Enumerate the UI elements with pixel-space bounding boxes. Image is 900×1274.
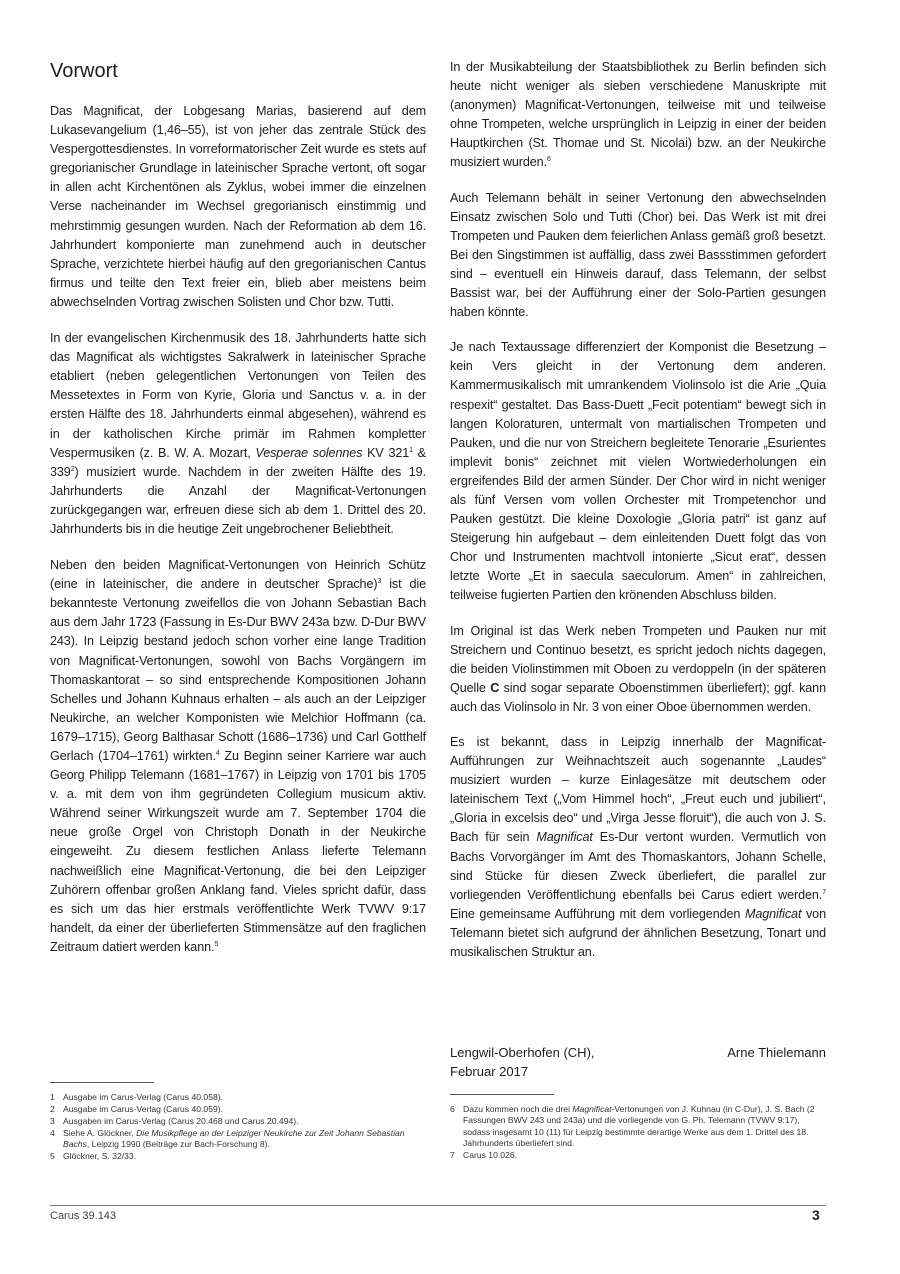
signature: [450, 1043, 826, 1081]
footnote-ref: 3: [377, 578, 382, 586]
footnotes-left: [50, 1092, 426, 1163]
page-number: 3: [812, 1207, 820, 1223]
footnote-divider: [450, 1094, 554, 1095]
paragraph-1: Das Magnificat, der Lobgesang Marias, basierend auf dem Lukasevangelium (1,46–55), ist von jeher das zentrale Stück des Vespergottesdienstes. In vorreformatorischer Zeit wurde es stets auf gregorianischer Grundlage in lateinischer Sprache vertont, oft sogar in allen acht Kirchentönen als Zyklus, wobei immer die einzelnen Verse nacheinander im Wechsel gregorianisch einstimmig und mehrstimmig gesungen wurden. Nach der Reformation ab dem 16. Jahrhundert komponierte man zunehmend auch in deutscher Sprache, verzichtete hierbei häufig auf den gregorianischen Cantus firmus und teilte den Text freier ein, blieb aber meistens beim abwechselnden Vortrag zwischen Solisten und Chor bzw. Tutti.: [50, 104, 426, 309]
footnote-ref: 2: [70, 465, 75, 473]
footnote: 4 Siehe A. Glöckner, Die Musikpflege an der Leipziger Neukirche zur Zeit Johann Sebastian Bachs, Leipzig 1990 (Beiträge zur Bach-Forschung 8).: [50, 1127, 405, 1150]
footnote: 5 Glöckner, S. 32/33.: [50, 1151, 137, 1162]
left-column: [50, 58, 426, 974]
footnote-ref: 1: [409, 446, 413, 454]
footnote-ref: 7: [822, 888, 826, 896]
footnote-ref: 6: [546, 156, 551, 164]
paragraph-2: In der evangelischen Kirchenmusik des 18. Jahrhunderts hatte sich das Magnificat als wichtigstes Sakralwerk in lateinischer Sprache etabliert (neben gelegentlichen Vertonungen von Teilen des Messetextes in Form von Kyrie, Gloria und Sanctus v. a. in der ersten Hälfte des 18. Jahrhunderts einmal abgesehen), während es in der katholischen Kirche primär im Rahmen kompletter Vespermusiken (z. B. W. A. Mozart, Vesperae solennes KV $321^1$ & $339^2$) musiziert wurde. Nachdem in der zweiten Hälfte des 19. Jahrhunderts die Anzahl der Magnificat-Vertonungen zurückgegangen war, erfreuen diese sich ab dem 1. Drittel des 20. Jahrhunderts bis in die heutige Zeit ungebrochener Beliebtheit.: [50, 331, 426, 536]
paragraph-8: Es ist bekannt, dass in Leipzig innerhalb der Magnificat-Aufführungen zur Weihnachtszeit auch sogenannte „Laudes“ musiziert wurden – kurze Einlagesätze mit deutschem oder lateinischem Text („Vom Himmel hoch“, „Freut euch und jubiliert“, „Gloria in excelsis deo“ und „Virga Jesse floruit“), die auch von J. S. Bach für sein Magnificat Es-Dur vertont wurden. Vermutlich von Bachs Vorvorgänger im Amt des Thomaskantors, Johann Schelle, sind Stücke für diesen Zweck überliefert, die parallel zur vorliegenden Veröffentlichung ebenfalls bei Carus ediert werden.$^7$ Eine gemeinsame Aufführung mit dem vorliegenden Magnificat von Telemann bietet sich aufgrund der ähnlichen Besetzung, Tonart und musikalischen Struktur an.: [450, 735, 827, 960]
signature-author: Arne Thielemann: [727, 1045, 826, 1060]
italic-title: Vesperae solennes: [255, 445, 363, 460]
footnote: 7 Carus 10.026.: [450, 1150, 517, 1161]
paragraph-5: Auch Telemann behält in seiner Vertonung den abwechselnden Einsatz zwischen Solo und Tutti (Chor) bei. Das Werk ist mit drei Trompeten und Pauken dem feierlichen Anlass gemäß groß besetzt. Bei den Singstimmen ist auffällig, dass zwei Bassstimmen gefordert sind – eventuell ein Hinweis darauf, dass Telemann, der selbst Bassist war, bei der Aufführung einer der Solo-Partien gesungen haben könnte.: [450, 190, 826, 320]
signature-place: Lengwil-Oberhofen (CH),: [450, 1045, 595, 1060]
footnotes-right: [450, 1104, 826, 1162]
paragraph-4: In der Musikabteilung der Staatsbibliothek zu Berlin befinden sich heute nicht weniger als sieben verschiedene Manuskripte mit (anonymen) Magnificat-Vertonungen, teilweise mit und teilweise ohne Trompeten, welche ursprünglich in Leipzig in einer der beiden Hauptkirchen (St. Thomae und St. Nicolai) bzw. an der Neukirche musiziert wurden.$^6$: [450, 60, 826, 170]
paragraph-7: Im Original ist das Werk neben Trompeten und Pauken nur mit Streichern und Continuo besetzt, es spricht jedoch nichts dagegen, die beiden Violinstimmen mit Oboen zu verdoppeln (in der späteren Quelle C sind sogar separate Oboenstimmen überliefert); ggf. kann auch das Violinsolo in Nr. 3 von einer Oboe übernommen werden.: [450, 623, 826, 714]
paragraph-6: Je nach Textaussage differenziert der Komponist die Besetzung – kein Vers gleicht in der Vertonung dem anderen. Kammermusikalisch mit umrankendem Violinsolo ist die Arie „Quia respexit“ gestaltet. Das Bass-Duett „Fecit potentiam“ bewegt sich in langen Koloraturen, untermalt von martialischen Trompeten und Pauken, und die nur von Streichern begleitete Tenorarie „Esurientes implevit bonis“ zeichnet mit vielen Wortwiederholungen ein ergreifendes Bild der armen Sünder. Der Chor wird in nicht weniger als fünf Versen vom vollen Orchester mit Trompetenchor und Pauken gestützt. Die kleine Doxologie „Gloria patri“ ist ganz auf Steigerung hin aufgebaut – dem einleitenden Duett folgt das von Chor und Instrumenten machtvoll intonierte „Sicut erat“, dessen letzte Worte „Et in saecula saeculorum. Amen“ in zahlreichen, teilweise fugierten Partien den krönenden Abschluss bilden.: [450, 340, 826, 603]
footer-divider: [50, 1205, 826, 1206]
footnote-divider: [50, 1082, 154, 1083]
footnote: 2 Ausgabe im Carus-Verlag (Carus 40.059).: [50, 1103, 224, 1114]
footnote: 6 Dazu kommen noch die drei Magnificat-Vertonungen von J. Kuhnau (in C-Dur), J. S. Bach (2 Fassungen BWV 243 und 243a) und die vorliegende von G. Ph. Telemann (TVWV 9:17), sodass insgesamt 10 (11) für Leipzig bestimmte derartige Werke aus dem 1. Drittel des 18. Jahrhunderts überliefert sind.: [450, 1104, 815, 1149]
footnote: 3 Ausgaben im Carus-Verlag (Carus 20.468 und Carus 20.494).: [50, 1115, 299, 1126]
page-title: Vorwort: [50, 60, 118, 82]
catalog-number: Carus 39.143: [50, 1210, 117, 1222]
footnote-ref: 4: [215, 750, 220, 757]
source-letter: C: [490, 680, 500, 695]
signature-date: Februar 2017: [450, 1064, 529, 1079]
footnote-ref: 5: [214, 940, 219, 948]
right-column: [450, 58, 826, 978]
paragraph-3: Neben den beiden Magnificat-Vertonungen von Heinrich Schütz (eine in lateinischer, die andere in deutscher Sprache)$^3$ ist die bekannteste Vertonung zweifellos die von Johann Sebastian Bach aus dem Jahr 1723 (Fassung in Es-Dur BWV 243a bzw. D-Dur BWV 243). In Leipzig bestand jedoch schon vorher eine lange Tradition von Magnificat-Vertonungen, sowohl von Bachs Vorgängern im Thomaskantorat – so sind entsprechende Kompositionen Johann Schelles und Johann Kuhnaus erhalten – als auch an der Leipziger Neukirche, an welcher Komponisten wie Melchior Hoffmann (ca. 1679–1715), Georg Balthasar Schott (1686–1736) und Carl Gotthelf Gerlach (1704–1761) wirkten.$^4$ Zu Beginn seiner Karriere war auch Georg Philipp Telemann (1681–1767) in Leipzig von 1701 bis 1705 v. a. mit dem von ihm gegründeten Collegium musicum aktiv. Während seiner Wirkungszeit wurde am 7. September 1704 die neue große Orgel von Christoph Donath in der Neukirche eingeweiht. Zu diesem festlichen Anlass lieferte Telemann nachweißlich eine Magnificat-Vertonung, die bei den Leipziger Zuhörern offenbar großen Anklang fand. Vieles spricht dafür, dass es sich um das hier erstmals veröffentlichte Werk TVWV 9:17 handelt, da einer der überlieferten Stimmensätze auf den fraglichen Zeitraum datiert werden kann.$^5$: [50, 558, 426, 954]
footnote: 1 Ausgabe im Carus-Verlag (Carus 40.058).: [50, 1092, 224, 1102]
